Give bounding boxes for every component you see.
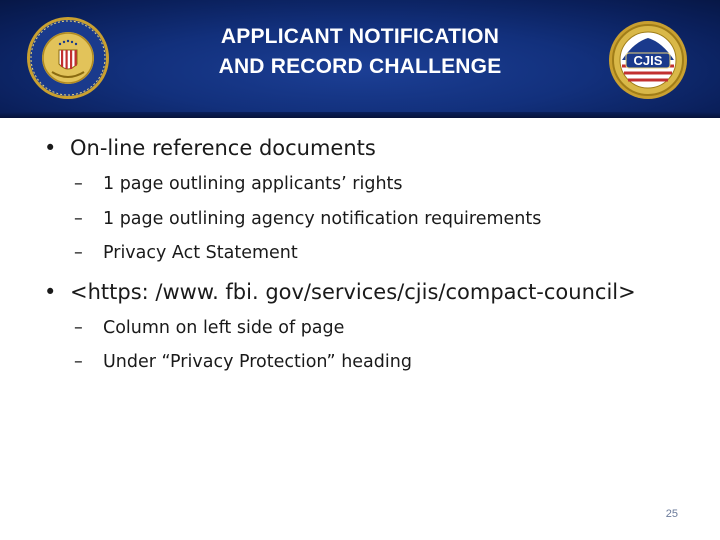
sub-text: Column on left side of page (103, 318, 345, 338)
sub-marker: – (74, 243, 83, 263)
sub-text: Privacy Act Statement (103, 243, 298, 263)
bullet-marker: • (44, 280, 57, 304)
sub-item-2-1 (74, 317, 344, 339)
bullet-1 (44, 135, 376, 161)
bullet-text: On-line reference documents (70, 136, 376, 160)
title-line-1: APPLICANT NOTIFICATION (220, 25, 500, 48)
bullet-2 (44, 279, 636, 305)
fbi-seal-icon (26, 16, 110, 100)
title-banner (0, 0, 720, 118)
sub-item-1-1 (74, 173, 403, 195)
sub-text: Under “Privacy Protection” heading (103, 352, 412, 372)
slide-title (160, 22, 560, 82)
cjis-logo-text: CJIS (633, 53, 663, 68)
sub-marker: – (74, 318, 83, 338)
page-number: 25 (665, 508, 678, 520)
sub-item-2-2 (74, 351, 412, 373)
cjis-seal-icon (608, 20, 688, 100)
sub-text: 1 page outlining applicants’ rights (103, 174, 403, 194)
sub-item-1-3 (74, 242, 298, 264)
bullet-marker: • (44, 136, 57, 160)
sub-marker: – (74, 352, 83, 372)
bullet-text: <https: /www. fbi. gov/services/cjis/compact-council> (70, 280, 636, 304)
sub-text: 1 page outlining agency notification requirements (103, 209, 542, 229)
sub-marker: – (74, 174, 83, 194)
sub-item-1-2 (74, 208, 541, 230)
title-line-2: AND RECORD CHALLENGE (218, 55, 502, 78)
sub-marker: – (74, 209, 83, 229)
